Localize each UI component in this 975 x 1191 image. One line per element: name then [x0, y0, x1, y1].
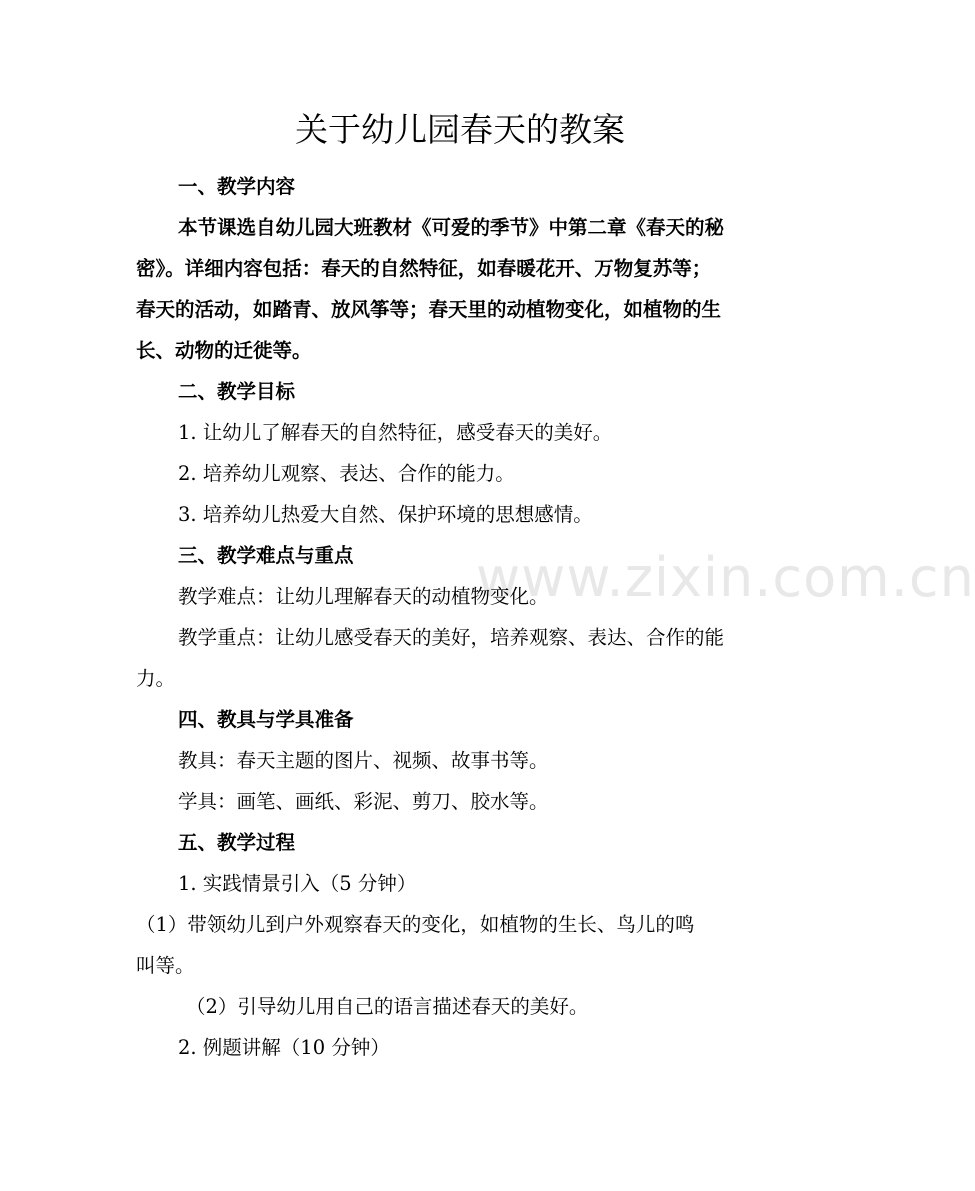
- paragraph-line: （2）引导幼儿用自己的语言描述春天的美好。: [186, 995, 589, 1018]
- list-item: 1. 让幼儿了解春天的自然特征，感受春天的美好。: [178, 421, 613, 444]
- document-title: 关于幼儿园春天的教案: [295, 110, 625, 149]
- paragraph-line: 春天的活动，如踏青、放风筝等；春天里的动植物变化，如植物的生: [136, 298, 722, 321]
- list-item: 1. 实践情景引入（5 分钟）: [178, 872, 417, 895]
- watermark: www.zixin.com.cn: [476, 546, 975, 609]
- list-item: 2. 例题讲解（10 分钟）: [178, 1036, 390, 1059]
- list-item: 2. 培养幼儿观察、表达、合作的能力。: [178, 462, 515, 485]
- paragraph-line: （1）带领幼儿到户外观察春天的变化，如植物的生长、鸟儿的鸣: [136, 913, 695, 936]
- paragraph-line: 教学重点：让幼儿感受春天的美好，培养观察、表达、合作的能: [178, 626, 725, 649]
- section-heading-objectives: 二、教学目标: [178, 380, 296, 403]
- paragraph-line: 学具：画笔、画纸、彩泥、剪刀、胶水等。: [178, 790, 549, 813]
- paragraph-line: 本节课选自幼儿园大班教材《可爱的季节》中第二章《春天的秘: [178, 216, 725, 239]
- paragraph-line: 教具：春天主题的图片、视频、故事书等。: [178, 749, 549, 772]
- paragraph-line: 密》。详细内容包括：春天的自然特征，如春暖花开、万物复苏等；: [136, 257, 712, 280]
- section-heading-key-points: 三、教学难点与重点: [178, 544, 354, 567]
- section-heading-process: 五、教学过程: [178, 831, 296, 854]
- section-heading-content: 一、教学内容: [178, 175, 296, 198]
- paragraph-line: 教学难点：让幼儿理解春天的动植物变化。: [178, 585, 549, 608]
- list-item: 3. 培养幼儿热爱大自然、保护环境的思想感情。: [178, 503, 593, 526]
- paragraph-line: 叫等。: [136, 954, 195, 977]
- paragraph-line: 长、动物的迁徙等。: [136, 339, 312, 362]
- paragraph-line: 力。: [136, 667, 176, 690]
- section-heading-materials: 四、教具与学具准备: [178, 708, 354, 731]
